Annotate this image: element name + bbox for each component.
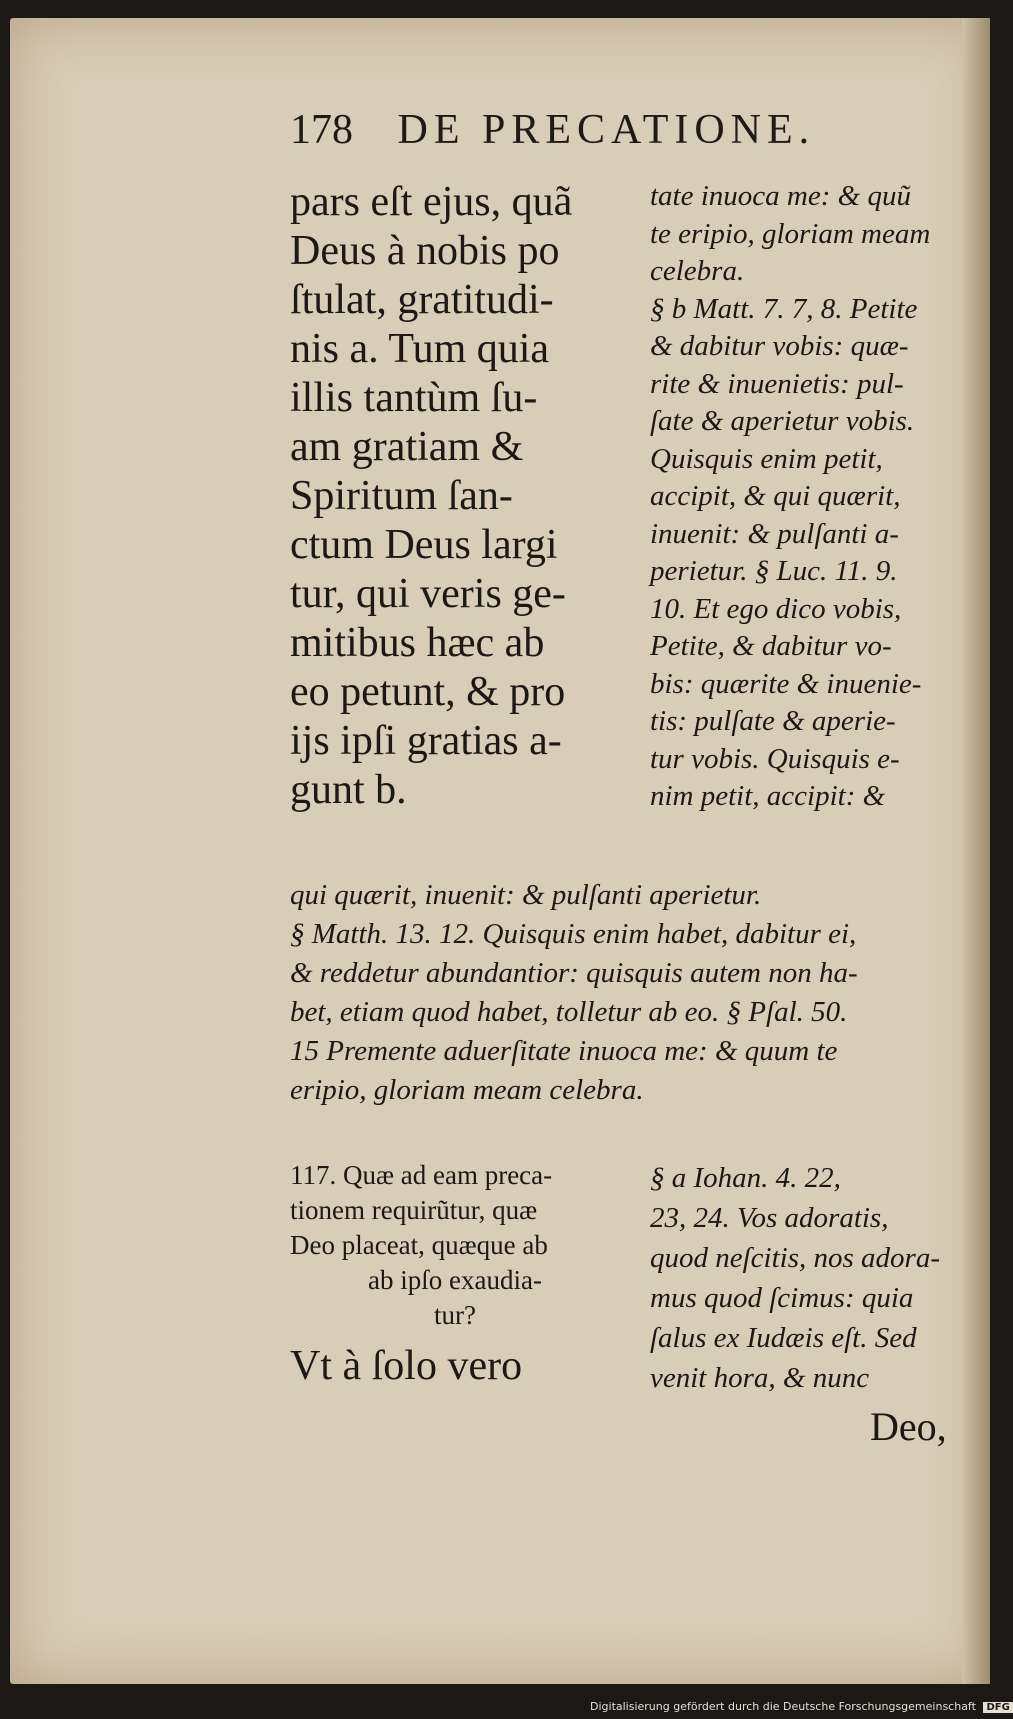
- note-line: accipit, & qui quærit,: [650, 480, 901, 512]
- note-line: tis: pulſate & aperie-: [650, 705, 896, 737]
- main-text-column: [290, 178, 620, 815]
- question-line: tionem requirũtur, quæ: [290, 1195, 538, 1225]
- page-number: 178: [290, 107, 353, 153]
- note-line: bet, etiam quod habet, tolletur ab eo. § Pſal. 50.: [290, 996, 848, 1028]
- text-line: tur, qui veris ge-: [290, 571, 566, 617]
- note-line: tate inuoca me: & quũ: [650, 180, 911, 212]
- question-line: ab ipſo exaudia-: [368, 1265, 542, 1295]
- credit-text: Digitalisierung gefördert durch die Deutsche Forschungsgemeinschaft: [590, 1700, 976, 1713]
- note-line: ſalus ex Iudæis eſt. Sed: [650, 1322, 917, 1354]
- question-line: Deo placeat, quæque ab: [290, 1230, 548, 1260]
- catchword: Deo,: [870, 1404, 947, 1449]
- text-line: am gratiam &: [290, 424, 524, 470]
- note-line: 15 Premente aduerſitate inuoca me: & quum te: [290, 1035, 838, 1067]
- note-line: nim petit, accipit: &: [650, 780, 886, 812]
- text-line: nis a. Tum quia: [290, 326, 550, 372]
- note-line: Petite, & dabitur vo-: [650, 630, 892, 662]
- note-line: quod neſcitis, nos adora-: [650, 1242, 940, 1274]
- note-line: & dabitur vobis: quæ-: [650, 330, 909, 362]
- dfg-logo: DFG: [983, 1702, 1012, 1713]
- book-page: [10, 18, 990, 1684]
- question-line: tur?: [434, 1300, 476, 1330]
- note-line: bis: quærite & inuenie-: [650, 667, 922, 700]
- note-line: rite & inuenietis: pul-: [650, 367, 904, 400]
- text-line: Deus à nobis po: [290, 228, 560, 274]
- note-line: venit hora, & nunc: [650, 1362, 870, 1394]
- note-line: tur vobis. Quisquis e-: [650, 742, 900, 775]
- note-line: Quisquis enim petit,: [650, 442, 883, 475]
- text-line: mitibus hæc ab: [290, 620, 545, 666]
- digitization-credit: [590, 1700, 1013, 1713]
- text-line: ſtulat, gratitudi-: [290, 277, 554, 323]
- note-line: & reddetur abundantior: quisquis autem non ha-: [290, 957, 858, 989]
- text-line: Spiritum ſan-: [290, 473, 513, 519]
- text-line: ijs ipſi gratias a-: [290, 718, 562, 764]
- note-line: perietur. § Luc. 11. 9.: [650, 555, 898, 587]
- full-width-note: [290, 876, 990, 1110]
- question-block: [290, 1158, 620, 1393]
- note-line: eripio, gloriam meam celebra.: [290, 1074, 644, 1106]
- answer-start: Vt à ſolo vero: [290, 1343, 523, 1389]
- note-line: inuenit: & pulſanti a-: [650, 517, 899, 550]
- page-header: [290, 106, 815, 154]
- text-line: pars eſt ejus, quã: [290, 179, 573, 225]
- text-line: ctum Deus largi: [290, 522, 558, 568]
- marginal-notes-column: [650, 178, 980, 816]
- text-line: gunt b.: [290, 767, 407, 813]
- note-line: ſate & aperietur vobis.: [650, 405, 915, 437]
- text-line: illis tantùm ſu-: [290, 375, 538, 421]
- text-line: eo petunt, & pro: [290, 669, 566, 715]
- note-line: § a Iohan. 4. 22,: [650, 1162, 841, 1194]
- note-line: 23, 24. Vos adoratis,: [650, 1202, 889, 1234]
- note-line: te eripio, gloriam meam: [650, 217, 931, 250]
- note-line: § b Matt. 7. 7, 8. Petite: [650, 292, 918, 325]
- question-line: 117. Quæ ad eam preca-: [290, 1160, 553, 1190]
- note-line: § Matth. 13. 12. Quisquis enim habet, dabitur ei,: [290, 918, 857, 950]
- note-line: celebra.: [650, 255, 745, 287]
- running-title: DE PRECATIONE.: [397, 107, 816, 153]
- note-line: 10. Et ego dico vobis,: [650, 592, 902, 625]
- bottom-marginal-note: [650, 1158, 980, 1398]
- note-line: mus quod ſcimus: quia: [650, 1282, 914, 1314]
- note-line: qui quærit, inuenit: & pulſanti aperietur.: [290, 879, 762, 911]
